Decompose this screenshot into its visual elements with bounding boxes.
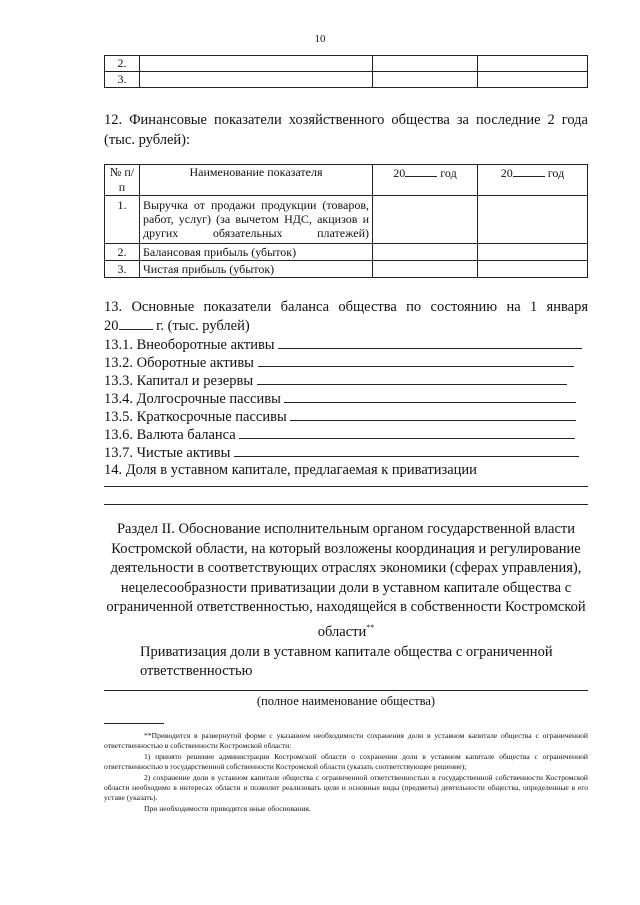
footnote-separator [104,723,164,724]
row-number-cell: 2. [105,244,140,261]
row-number-cell: 2. [105,56,140,72]
footnote-text: При необходимости приводятся иные обоснования. [144,804,311,813]
value-cell[interactable] [373,261,478,278]
year-prefix: 20 [104,318,119,334]
company-name-line[interactable] [104,690,588,691]
header-name: Наименование показателя [140,165,373,196]
footnote-mark: ** [366,622,375,632]
year-prefix: 20 [500,166,513,180]
balance-item [104,407,588,426]
balance-item [104,371,588,390]
balance-item-label: 13.3. Капитал и резервы [104,373,254,389]
value-cell[interactable] [373,244,478,261]
footnote-text: **Приводится в развернутой форме с указанием необходимости сохранения доли в уставном капитале общества с ограниченной ответственностью в собственности Костромской области: [104,731,588,750]
table-cell[interactable] [478,56,588,72]
year-blank[interactable] [405,165,437,177]
balance-item-label: 13.7. Чистые активы [104,445,231,461]
value-cell[interactable] [478,261,588,278]
year-suffix: год [440,166,457,180]
value-cell[interactable] [373,196,478,244]
year-suffix: год [547,166,565,180]
balance-item [104,335,588,354]
balance-item-blank[interactable] [290,407,576,421]
balance-item-blank[interactable] [239,425,575,439]
value-cell[interactable] [478,244,588,261]
privatization-text: Приватизация доли в уставном капитале общества с ограниченной ответственностью [140,644,553,679]
balance-item [104,389,588,408]
answer-line[interactable] [104,486,588,487]
financial-indicators-table [104,164,588,278]
balance-item-blank[interactable] [258,353,574,367]
balance-item [104,425,588,444]
table-row [105,56,588,72]
header-year-2 [478,165,588,196]
table-cell[interactable] [478,72,588,88]
answer-line[interactable] [104,504,588,505]
header-year-1 [373,165,478,196]
balance-item-label: 13.1. Внеоборотные активы [104,337,275,353]
indicator-name: Чистая прибыль (убыток) [140,261,373,278]
company-name-caption: (полное наименование общества) [256,694,436,708]
balance-item-blank[interactable] [234,443,579,457]
table-cell[interactable] [373,72,478,88]
year-prefix: 20 [393,166,406,180]
table-cell[interactable] [140,72,373,88]
row-number-cell: 3. [105,72,140,88]
section-13-title [104,298,588,316]
year-blank[interactable] [119,316,153,330]
year-blank[interactable] [513,165,545,177]
table-cell[interactable] [373,56,478,72]
balance-item [104,353,588,372]
header-num: № п/п [105,165,140,196]
value-cell[interactable] [478,196,588,244]
section-13-date-line [104,316,588,335]
table-cell[interactable] [140,56,373,72]
unit-label: г. (тыс. рублей) [156,318,250,334]
balance-item-blank[interactable] [278,335,582,349]
balance-item-label: 13.2. Оборотные активы [104,355,254,371]
balance-item-label: 13.4. Долгосрочные пассивы [104,391,281,407]
section-14-title: 14. Доля в уставном капитале, предлагаемая к приватизации [104,462,477,478]
footnote-text: 2) сохранение доли в уставном капитале общества с ограниченной ответственностью в государственной собственности Костромской области необходимо в интересах области и позволит реализовать цели и основные виды (предметы) деятельности общества, определенные в его уставе (указать). [104,773,588,802]
table-row [105,261,588,278]
continuation-table [104,55,588,88]
balance-item-blank[interactable] [257,371,567,385]
page-number: 10 [314,33,326,45]
row-number-cell: 3. [105,261,140,278]
indicator-name: Выручка от продажи продукции (товаров, работ, услуг) (за вычетом НДС, акцизов и других обязательных платежей) [140,196,373,244]
balance-item-label: 13.5. Краткосрочные пассивы [104,409,287,425]
section-2-title [104,520,588,642]
balance-item [104,443,588,462]
section-13-title-line1: 13. Основные показатели баланса общества по состоянию на 1 января [104,299,588,315]
section-12-title: 12. Финансовые показатели хозяйственного общества за последние 2 года (тыс. рублей): [104,112,588,148]
row-number-cell: 1. [105,196,140,244]
table-row [105,196,588,244]
footnote-text: 1) принято решение администрации Костромской области о сохранении доли в уставном капитале общества с ограниченной ответственностью в государственной собственности Костромской области (указать соответствующее решение); [104,752,588,771]
indicator-name: Балансовая прибыль (убыток) [140,244,373,261]
table-row [105,72,588,88]
section-2-title-text: Раздел II. Обоснование исполнительным органом государственной власти Костромской области, на который возложены координация и регулирование деятельности в соответствующих отраслях экономики (сферах управления), нецелесообразности приватизации доли в уставном капитале общества с ограниченной ответственностью, находящейся в собственности Костромской области [106,521,586,640]
table-row [105,244,588,261]
balance-item-blank[interactable] [284,389,576,403]
table-header-row [105,165,588,196]
balance-item-label: 13.6. Валюта баланса [104,427,236,443]
